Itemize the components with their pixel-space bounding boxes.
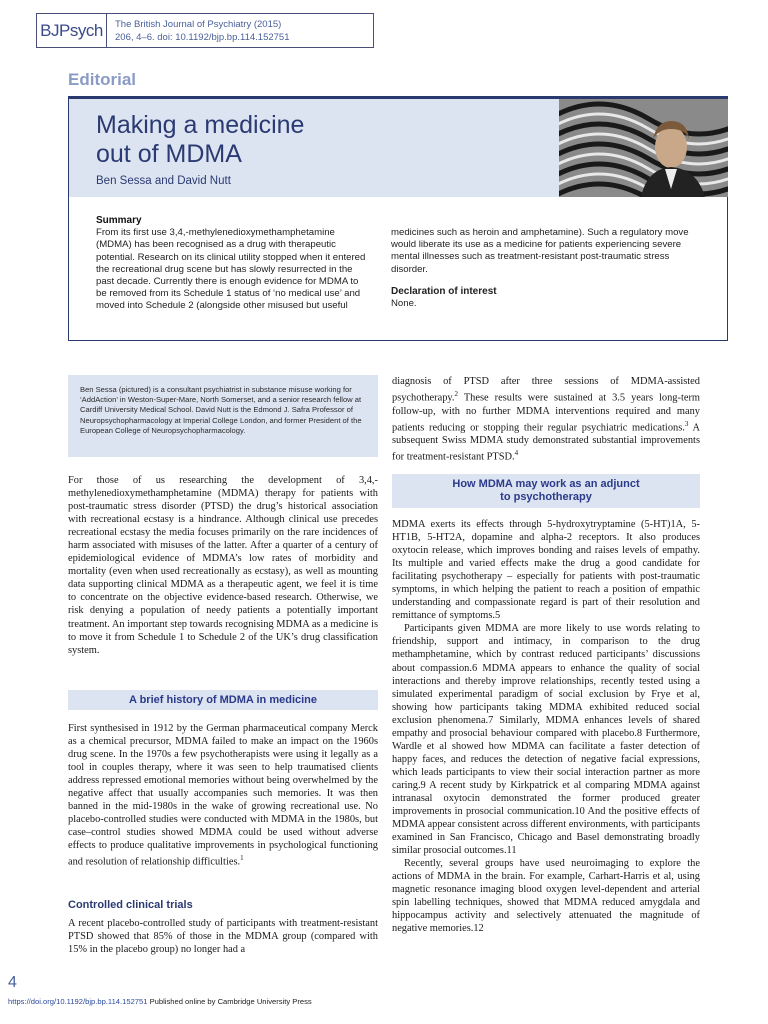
title-block <box>68 96 728 341</box>
adjunct-heading <box>392 474 700 508</box>
adjunct-body <box>392 518 700 936</box>
section-label: Editorial <box>68 70 137 89</box>
adjunct-paragraph-2: Participants given MDMA are more likely to use words relating to friendship, support and intimacy, in comparison to the drug methamphetamine, which by contrast reduced participants’ discussions about compassion.6 MDMA appears to enhance the quality of social interactions and thereby improve relationships, recently tested using a simulated experimental paradigm of social exclusion by Frye et al, showing how participants taking MDMA exhibited reduced social exclusion phenomena.7 Similarly, MDMA enhances levels of shared empathy and prosocial behaviour compared with placebo.8 Furthermore, Wardle et al showed how MDMA can facilitate a faster detection of happy faces, and reduces the detection of negative facial expressions, which leads participants to view their social interaction partner as more caring.9 A recent study by Kirkpatrick et al comparing MDMA against intranasal oxytocin demonstrated the former produced greater improvements in prosocial communication.10 And the positive effects of MDMA appear consistent across different environments, with participants examined in San Francisco, Chicago and Basel demonstrating broadly similar prosocial outcomes.11 <box>392 623 700 857</box>
article-title <box>96 111 304 169</box>
history-paragraph <box>68 722 378 869</box>
history-heading: A brief history of MDMA in medicine <box>68 690 378 710</box>
page-number: 4 <box>8 974 17 991</box>
ref-3: 3 <box>684 419 689 428</box>
journal-line2: 206, 4–6. doi: 10.1192/bjp.bp.114.152751 <box>115 32 290 43</box>
adjunct-paragraph-1: MDMA exerts its effects through 5-hydroxytryptamine (5-HT)1A, 5-HT1B, 5-HT2A, dopamine and alpha-2 receptors. It also produces oxytocin release, which improves bonding and raises levels of empathy. Its multiple and varied effects make the drug a good candidate for facilitating psychotherapy – especially for patients with post-traumatic symptoms, in which helping the patient to reach a position of empathic understanding and compassionate regard is part of their resolution and remittance of symptoms.5 <box>392 519 700 622</box>
authors: Ben Sessa and David Nutt <box>96 175 231 187</box>
history-text: First synthesised in 1912 by the German pharmaceutical company Merck as a chemical precursor, MDMA failed to make an impact on the 1960s drug scene. In the 1970s a few psychotherapists were using it legally as a tool in couples therapy, where it was seen to help traumatised clients address repressed emotional memories without being overwhelmed by the negative affect that usually accompanies such memories. It was then banned in the mid-1980s in the wake of growing recreational use. No placebo-controlled studies were conducted with MDMA in the 1980s, but case–control studies showed MDMA could be used without adverse effects to produce qualitative improvements in psychological functioning and resolution of relationship difficulties. <box>68 723 378 868</box>
adjunct-heading-line2: to psychotherapy <box>500 491 592 503</box>
continuation-text-2: These results were sustained at 3.5 years long-term follow-up, with no further MDMA interventions required and many patients reducing or stopping their regular psychiatric medications. <box>392 392 700 434</box>
adjunct-paragraph-3: Recently, several groups have used neuroimaging to explore the actions of MDMA in the brain. For example, Carhart-Harris et al, using magnetic resonance imaging blood oxygen level-dependent and arterial spin labelling techniques, showed that MDMA reduced amygdala and hippocampus activity and selectively attenuated the magnitude of negative memories.12 <box>392 858 700 935</box>
ref-2: 2 <box>454 390 459 399</box>
declaration-text: None. <box>391 298 417 310</box>
continuation-paragraph <box>392 375 700 464</box>
summary-left <box>96 215 371 313</box>
history-ref: 1 <box>240 854 244 863</box>
ref-4: 4 <box>514 449 519 458</box>
journal-citation <box>107 14 298 47</box>
doi-link[interactable]: https://doi.org/10.1192/bjp.bp.114.152751 <box>8 997 148 1006</box>
journal-logo: BJPsych <box>37 14 107 47</box>
summary-right <box>391 227 691 310</box>
trials-paragraph: A recent placebo-controlled study of participants with treatment-resistant PTSD showed that 85% of those in the MDMA group (compared with 15% in the placebo group) no longer had a <box>68 918 378 956</box>
continuation-text-3: A subsequent Swiss MDMA study demonstrated substantial improvements for treatment-resistant PTSD. <box>392 422 700 463</box>
summary-left-text: From its first use 3,4,-methylenedioxymethamphetamine (MDMA) has been recognised as a drug with therapeutic potential. Research on its clinical utility stopped when it entered the recreational drug scene but has slowly resurrected in the past decade. Currently there is enough evidence for MDMA to be removed from its Schedule 1 status of ‘no medical use’ and moved into Schedule 2 (alongside other misused but useful <box>96 227 366 312</box>
summary-heading: Summary <box>96 215 142 226</box>
author-photo <box>559 99 728 197</box>
author-photo-image <box>559 99 728 197</box>
continuation-text-1: diagnosis of PTSD after three sessions of MDMA-assisted psychotherapy. <box>392 376 700 404</box>
title-line-2: out of MDMA <box>96 140 242 168</box>
adjunct-heading-line1: How MDMA may work as an adjunct <box>452 478 640 490</box>
author-bio: Ben Sessa (pictured) is a consultant psychiatrist in substance misuse working for ‘AddAction’ in Weston-Super-Mare, North Somerset, and a senior research fellow at Cardiff University Medical School. David Nutt is the Edmond J. Safra Professor of Neuropsychopharmacology at Imperial College London, and former President of the European College of Neuropsychopharmacology. <box>68 375 378 457</box>
declaration-heading: Declaration of interest <box>391 285 497 297</box>
summary-right-text: medicines such as heroin and amphetamine). Such a regulatory move would liberate its use as a medicine for patients experiencing severe mental illnesses such as treatment-resistant post-traumatic stress disorder. <box>391 227 689 275</box>
intro-paragraph: For those of us researching the development of 3,4,-methylenedioxymethamphetamine (MDMA) therapy for patients with post-traumatic stress disorder (PTSD) the drug’s historical association with recreational ecstasy is a hindrance. Although clinical use precedes recreational ecstasy the media focuses primarily on the rare incidences of harm associated with misuses of the latter. After a quarter of a century of epidemiological evidence of MDMA’s low rates of morbidity and mortality (even when used recreationally as ecstasy), as well as mounting data supporting clinical MDMA as a therapeutic agent, we feel it is time to concentrate on the objective evidence-based research. Otherwise, we risk denying a population of needy patients a potentially important treatment. An important step towards recognising MDMA as a medicine is to move it from Schedule 1 to Schedule 2 of the UK’s drug classification system. <box>68 475 378 656</box>
footer <box>8 997 312 1006</box>
footer-text: Published online by Cambridge University Press <box>147 997 312 1006</box>
journal-line1: The British Journal of Psychiatry (2015) <box>115 19 282 30</box>
trials-heading: Controlled clinical trials <box>68 899 193 911</box>
journal-header <box>36 13 374 48</box>
title-line-1: Making a medicine <box>96 111 305 139</box>
